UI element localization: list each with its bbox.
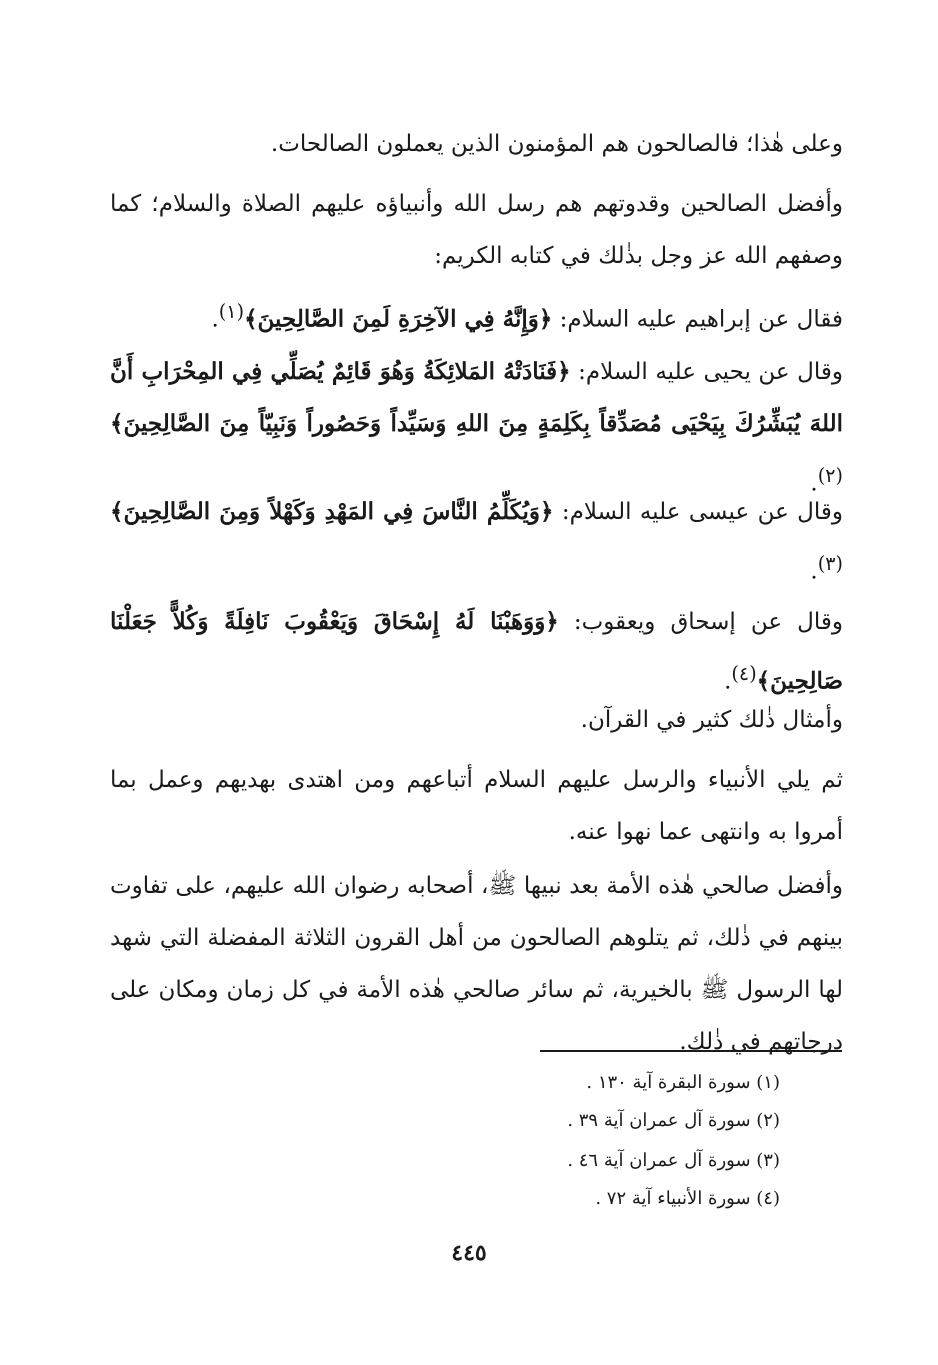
- paragraph-examples: [110, 694, 843, 746]
- paragraph-intro: فقال عن إبراهيم عليه السلام:: [552, 306, 843, 333]
- paragraph-ibrahim: [110, 286, 843, 346]
- paragraph-text: وأفضل الصالحين وقدوتهم هم رسل الله وأنبياؤه عليهم الصلاة والسلام؛ كما وصفهم الله عز وجل بذٰلك في كتابه الكريم:: [110, 191, 843, 269]
- paragraph-ishaq-yaqub: [110, 596, 843, 708]
- quran-verse: ﴿وَيُكَلِّمُ النَّاسَ فِي المَهْدِ وَكَهْلاً وَمِنَ الصَّالِحِينَ﴾: [110, 498, 554, 525]
- footnote-2: (٢) سورة آل عمران آية ٣٩ .: [567, 1110, 780, 1131]
- page-number: ٤٤٥: [451, 1240, 487, 1266]
- paragraph-intro: وقال عن عيسى عليه السلام:: [553, 499, 844, 525]
- footnote-ref: (٣): [817, 552, 843, 575]
- quran-verse: ﴿وَوَهَبْنَا لَهُ إِسْحَاقَ وَيَعْقُوبَ نَافِلَةً وَكُلاًّ جَعَلْنَا صَالِحِينَ﴾: [110, 608, 843, 695]
- quran-verse: ﴿وَإِنَّهُ فِي الآخِرَةِ لَمِنَ الصَّالِحِينَ﴾: [244, 305, 553, 333]
- footnote-1: (١) سورة البقرة آية ١٣٠ .: [586, 1072, 780, 1093]
- paragraph-intro: وقال عن يحيى عليه السلام:: [570, 359, 843, 385]
- paragraph-followers: [110, 754, 843, 858]
- paragraph-end: .: [211, 306, 219, 333]
- footnote-ref: (١): [218, 300, 245, 323]
- paragraph-text: ثم يلي الأنبياء والرسل عليهم السلام أتباعهم ومن اهتدى بهديهم وعمل بما أمروا به وانتهى عما نهوا عنه.: [110, 767, 843, 845]
- footnote-divider: [540, 1050, 842, 1052]
- paragraph-isa: [110, 486, 843, 598]
- quran-verse: ﴿فَنَادَتْهُ المَلائِكَةُ وَهُوَ قَائِمٌ يُصَلِّي فِي المِحْرَابِ أَنَّ اللهَ يُبَشِّرُكَ بِيَحْيَى مُصَدِّقاً بِكَلِمَةٍ مِنَ اللهِ وَسَيِّداً وَحَصُوراً وَنَبِيّاً مِنَ الصَّالِحِينَ﴾: [110, 358, 843, 437]
- paragraph-text: وعلى هٰذا؛ فالصالحون هم المؤمنون الذين يعملون الصالحات.: [270, 131, 843, 157]
- footnote-3: (٣) سورة آل عمران آية ٤٦ .: [567, 1150, 780, 1171]
- paragraph-end: .: [724, 668, 732, 695]
- paragraph-companions: [110, 860, 843, 1068]
- footnote-ref: (٢): [817, 464, 843, 487]
- footnote-ref: (٤): [731, 662, 757, 685]
- paragraph-best-righteous: [110, 178, 843, 282]
- paragraph-end: .: [810, 470, 818, 497]
- paragraph-end: .: [810, 558, 818, 585]
- footnote-4: (٤) سورة الأنبياء آية ٧٢ .: [595, 1188, 780, 1209]
- paragraph-text: وأمثال ذٰلك كثير في القرآن.: [580, 707, 843, 733]
- paragraph-text: وأفضل صالحي هٰذه الأمة بعد نبيها ﷺ، أصحابه رضوان الله عليهم، على تفاوت بينهم في ذٰلك، ثم يتلوهم الصالحون من أهل القرون الثلاثة المفضلة التي شهد لها الرسول ﷺ بالخيرية، ثم سائر صالحي هٰذه الأمة في كل زمان ومكان على درجاتهم في ذٰلك.: [110, 873, 843, 1055]
- paragraph-righteous-definition: [110, 118, 843, 170]
- paragraph-intro: وقال عن إسحاق ويعقوب:: [558, 609, 843, 635]
